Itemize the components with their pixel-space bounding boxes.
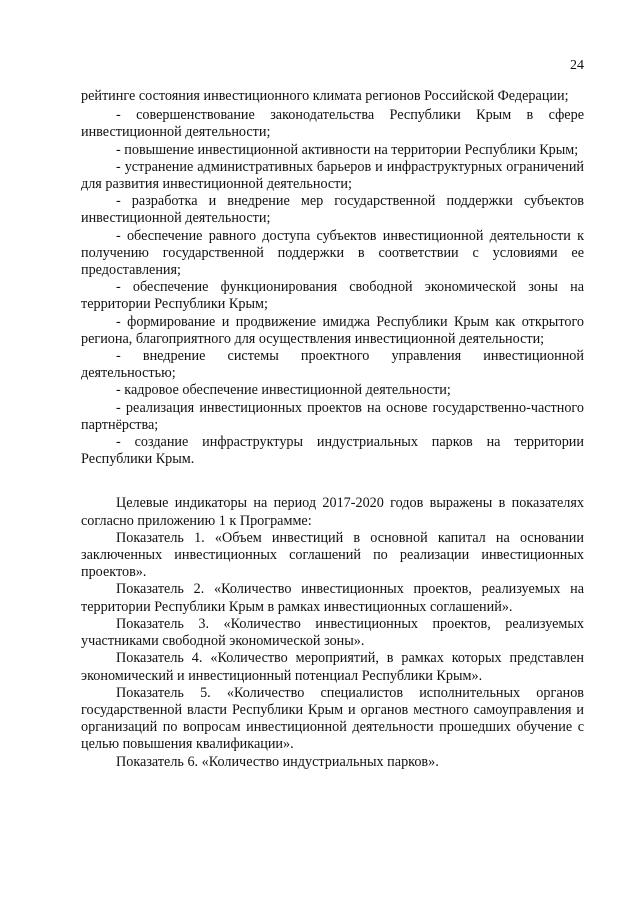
indicator-item: Показатель 5. «Количество специалистов исполнительных органов государственной власти Республики Крым и органов местного самоуправления и организаций по вопросам инвестиционной деятельности прошедших обучение с целью повышения квалификации». xyxy=(81,684,584,753)
indicator-item: Показатель 1. «Объем инвестиций в основной капитал на основании заключенных инвестиционных соглашений по реализации инвестиционных проектов». xyxy=(81,529,584,581)
section-gap xyxy=(81,468,584,495)
bullet-item: - разработка и внедрение мер государственной поддержки субъектов инвестиционной деятельности; xyxy=(81,193,584,227)
bullet-item: - формирование и продвижение имиджа Республики Крым как открытого региона, благоприятного для осуществления инвестиционной деятельности; xyxy=(81,313,584,347)
page-number: 24 xyxy=(570,58,584,73)
document-body xyxy=(81,88,584,771)
bullet-item: - обеспечение функционирования свободной экономической зоны на территории Республики Крым; xyxy=(81,279,584,313)
indicator-item: Показатель 4. «Количество мероприятий, в рамках которых представлен экономический и инвестиционный потенциал Республики Крым». xyxy=(81,650,584,684)
bullet-item: - совершенствование законодательства Республики Крым в сфере инвестиционной деятельности; xyxy=(81,107,584,141)
bullet-item: - кадровое обеспечение инвестиционной деятельности; xyxy=(116,382,451,399)
targets-intro: Целевые индикаторы на период 2017-2020 годов выражены в показателях согласно приложению 1 к Программе: xyxy=(81,495,584,529)
indicator-item: Показатель 6. «Количество индустриальных парков». xyxy=(116,753,439,770)
bullet-item: - внедрение системы проектного управления инвестиционной деятельностью; xyxy=(81,348,584,382)
indicator-item: Показатель 2. «Количество инвестиционных проектов, реализуемых на территории Республики Крым в рамках инвестиционных соглашений». xyxy=(81,581,584,615)
bullet-item: - создание инфраструктуры индустриальных парков на территории Республики Крым. xyxy=(81,434,584,468)
indicator-item: Показатель 3. «Количество инвестиционных проектов, реализуемых участниками свободной экономической зоны». xyxy=(81,615,584,650)
bullet-item: - обеспечение равного доступа субъектов инвестиционной деятельности к получению государственной поддержки в соответствии с условиями ее предоставления; xyxy=(81,227,584,279)
bullet-item: - реализация инвестиционных проектов на основе государственно-частного партнёрства; xyxy=(81,399,584,433)
bullet-item: - устранение административных барьеров и инфраструктурных ограничений для развития инвестиционной деятельности; xyxy=(81,158,584,193)
continued-paragraph: рейтинге состояния инвестиционного климата регионов Российской Федерации; xyxy=(81,88,569,104)
bullet-item: - повышение инвестиционной активности на территории Республики Крым; xyxy=(116,141,579,158)
